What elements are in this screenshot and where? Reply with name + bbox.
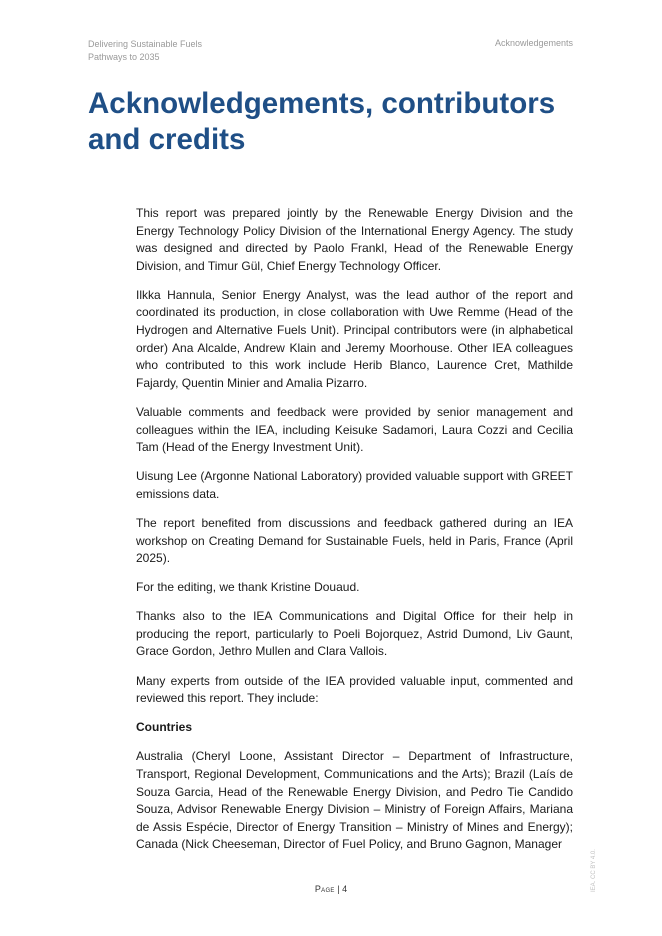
- page-title: [88, 86, 588, 158]
- paragraph: Ilkka Hannula, Senior Energy Analyst, was the lead author of the report and coordinated its production, in close collaboration with Uwe Remme (Head of the Hydrogen and Alternative Fuels Unit). Principal contributors were (in alphabetical order) Ana Alcalde, Andrew Klain and Jeremy Moorhouse. Other IEA colleagues who contributed to this work include Herib Blanco, Laurence Cret, Mathilde Fajardy, Quentin Minier and Amalia Pizarro.: [136, 287, 573, 390]
- report-title: Delivering Sustainable Fuels: [88, 39, 203, 49]
- countries-heading: Countries: [136, 720, 193, 735]
- page-separator: |: [337, 884, 340, 894]
- page-number: [0, 884, 662, 894]
- paragraph: Uisung Lee (Argonne National Laboratory) provided valuable support with GREET emissions data.: [136, 469, 573, 501]
- paragraph: For the editing, we thank Kristine Douaud.: [136, 580, 360, 595]
- paragraph: Valuable comments and feedback were provided by senior management and colleagues within the IEA, including Keisuke Sadamori, Laura Cozzi and Cecilia Tam (Head of the Energy Investment Unit).: [136, 404, 573, 455]
- page-number-value: 4: [342, 884, 348, 894]
- paragraph: The report benefited from discussions and feedback gathered during an IEA workshop on Creating Demand for Sustainable Fuels, held in Paris, France (April 2025).: [136, 515, 573, 566]
- license-watermark: IEA. CC BY 4.0.: [591, 849, 597, 892]
- report-subtitle: Pathways to 2035: [88, 51, 160, 62]
- running-header-section: Acknowledgements: [494, 38, 573, 48]
- running-header-left: [88, 38, 202, 63]
- paragraph: Many experts from outside of the IEA provided valuable input, commented and reviewed this report. They include:: [136, 673, 573, 706]
- body-text: [136, 205, 573, 865]
- page-title-line-1: Acknowledgements, contributors: [88, 87, 556, 120]
- page-title-line-2: and credits: [88, 123, 246, 156]
- paragraph: Thanks also to the IEA Communications and Digital Office for their help in producing the report, particularly to Poeli Bojorquez, Astrid Dumond, Liv Gaunt, Grace Gordon, Jethro Mullen and Clara Vallois.: [136, 609, 573, 659]
- paragraph: This report was prepared jointly by the Renewable Energy Division and the Energy Technology Policy Division of the International Energy Agency. The study was designed and directed by Paolo Frankl, Head of the Renewable Energy Division, and Timur Gül, Chief Energy Technology Officer.: [136, 206, 573, 273]
- countries-paragraph: Australia (Cheryl Loone, Assistant Director – Department of Infrastructure, Transport, Regional Development, Communications and the Arts); Brazil (Laís de Souza Garcia, Head of the Renewable Energy Division, and Pedro Tie Candido Souza, Advisor Renewable Energy Division – Ministry of Foreign Affairs, Mariana de Assis Espécie, Director of Energy Transition – Ministry of Mines and Energy); Canada (Nick Cheeseman, Director of Fuel Policy, and Bruno Gagnon, Manager: [136, 749, 573, 852]
- page-label: Page: [314, 884, 335, 894]
